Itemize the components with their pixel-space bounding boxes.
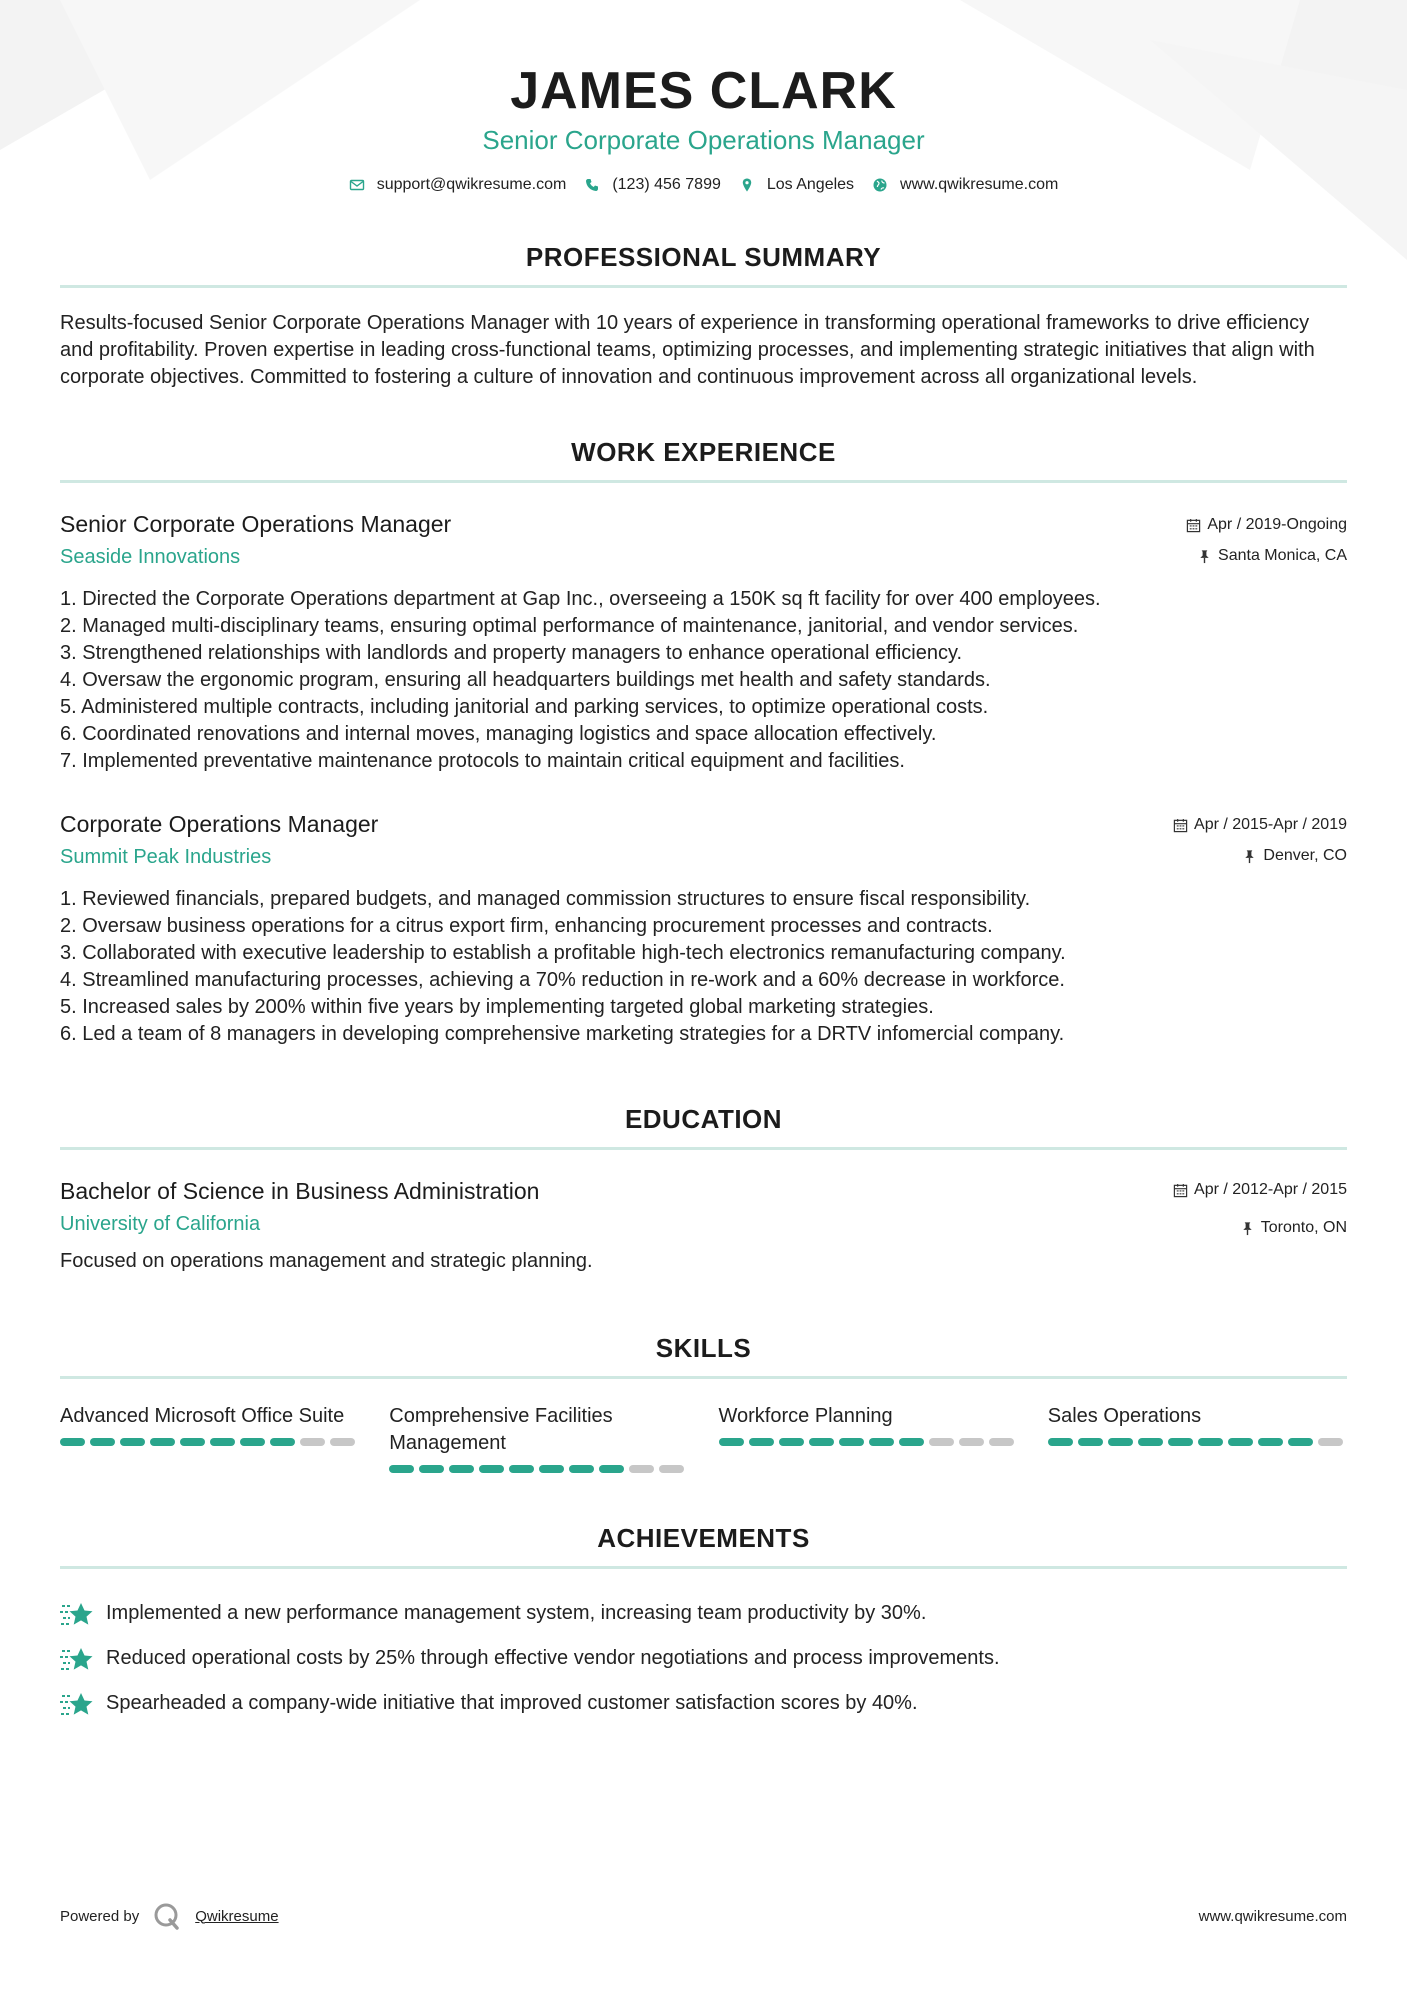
skill-name: Advanced Microsoft Office Suite (60, 1405, 345, 1427)
work-heading: WORK EXPERIENCE (571, 437, 836, 467)
skill-dot-empty (300, 1438, 325, 1446)
page-footer (60, 1900, 1347, 1932)
company-name: Summit Peak Industries (60, 846, 272, 868)
contact-website-text: www.qwikresume.com (900, 176, 1059, 193)
skill-dot-filled (509, 1465, 534, 1473)
education-heading: EDUCATION (624, 1104, 783, 1134)
phone-icon (584, 177, 600, 193)
list-item: 7. Implemented preventative maintenance protocols to maintain critical equipment and facilities. (60, 750, 905, 772)
contact-email-text: support@qwikresume.com (376, 176, 567, 193)
section-divider (60, 1376, 1347, 1379)
contact-bar (60, 176, 1347, 194)
skill-dot-filled (779, 1438, 804, 1446)
shooting-star-icon (60, 1645, 94, 1673)
envelope-icon (349, 177, 365, 193)
job-role: Senior Corporate Operations Manager (60, 511, 452, 537)
skill-dot-filled (1258, 1438, 1283, 1446)
summary-section (60, 242, 1347, 391)
skill-item (389, 1403, 688, 1473)
work-section (60, 437, 1347, 1048)
job-dates: Apr / 2019-Ongoing (1207, 516, 1347, 533)
skills-list (60, 1403, 1347, 1473)
education-section (60, 1104, 1347, 1275)
achievement-text: Reduced operational costs by 25% through effective vendor negotiations and process improvements. (106, 1647, 1000, 1669)
list-item: 3. Collaborated with executive leadership to establish a profitable high-tech electronics remanufacturing company. (60, 942, 1066, 964)
calendar-icon (1173, 1183, 1188, 1198)
education-description: Focused on operations management and strategic planning. (60, 1250, 593, 1272)
job-dates: Apr / 2015-Apr / 2019 (1194, 816, 1347, 833)
skill-rating (389, 1465, 688, 1473)
skill-dot-empty (989, 1438, 1014, 1446)
powered-by (60, 1900, 279, 1932)
skill-dot-filled (1228, 1438, 1253, 1446)
skill-dot-empty (929, 1438, 954, 1446)
section-divider (60, 1566, 1347, 1569)
list-item: 5. Administered multiple contracts, including janitorial and parking services, to optimize operational costs. (60, 696, 989, 718)
job-duties (60, 586, 1347, 775)
skill-dot-filled (90, 1438, 115, 1446)
list-item: 4. Oversaw the ergonomic program, ensuring all headquarters buildings met health and safety standards. (60, 669, 991, 691)
pushpin-icon (1197, 549, 1212, 564)
education-entry (60, 1176, 1347, 1275)
skill-dot-filled (210, 1438, 235, 1446)
shooting-star-icon (60, 1690, 94, 1718)
work-entry (60, 509, 1347, 775)
achievements-list (60, 1591, 1347, 1726)
job-duties (60, 886, 1347, 1048)
skill-dot-empty (1318, 1438, 1343, 1446)
work-entry (60, 809, 1347, 1048)
resume-header (60, 0, 1347, 194)
section-divider (60, 285, 1347, 288)
degree-name: Bachelor of Science in Business Administration (60, 1178, 540, 1204)
calendar-icon (1173, 818, 1188, 833)
skill-item (1048, 1403, 1347, 1473)
contact-phone-text: (123) 456 7899 (612, 176, 721, 193)
job-location: Santa Monica, CA (1218, 547, 1347, 564)
skill-dot-empty (959, 1438, 984, 1446)
list-item: 6. Coordinated renovations and internal moves, managing logistics and space allocation effectively. (60, 723, 937, 745)
summary-heading: PROFESSIONAL SUMMARY (525, 242, 882, 272)
job-role: Corporate Operations Manager (60, 811, 379, 837)
contact-email[interactable] (349, 176, 567, 194)
skill-dot-filled (869, 1438, 894, 1446)
list-item: 2. Oversaw business operations for a citrus export firm, enhancing procurement processes and contracts. (60, 915, 993, 937)
skill-dot-filled (1168, 1438, 1193, 1446)
skill-dot-filled (1198, 1438, 1223, 1446)
achievement-text: Implemented a new performance management system, increasing team productivity by 30%. (106, 1602, 927, 1624)
pushpin-icon (1242, 849, 1257, 864)
job-location: Denver, CO (1263, 847, 1347, 864)
skill-item (60, 1403, 359, 1473)
list-item: 2. Managed multi-disciplinary teams, ensuring optimal performance of maintenance, janitorial, and vendor services. (60, 615, 1079, 637)
contact-location-text: Los Angeles (766, 176, 855, 193)
achievements-section (60, 1523, 1347, 1726)
skill-dot-empty (629, 1465, 654, 1473)
skill-dot-filled (1048, 1438, 1073, 1446)
skill-rating (60, 1438, 359, 1446)
qwikresume-logo-icon (151, 1900, 183, 1932)
shooting-star-icon (60, 1600, 94, 1628)
skill-dot-filled (719, 1438, 744, 1446)
skill-dot-empty (659, 1465, 684, 1473)
brand-link[interactable]: Qwikresume (195, 1907, 279, 1925)
skill-dot-filled (1288, 1438, 1313, 1446)
skill-rating (719, 1438, 1018, 1446)
skill-name: Sales Operations (1047, 1405, 1202, 1427)
skill-dot-filled (449, 1465, 474, 1473)
skill-dot-filled (1108, 1438, 1133, 1446)
education-dates: Apr / 2012-Apr / 2015 (1194, 1181, 1347, 1198)
section-divider (60, 1147, 1347, 1150)
skills-heading: SKILLS (655, 1333, 752, 1363)
skill-dot-filled (120, 1438, 145, 1446)
map-pin-icon (739, 177, 755, 193)
skill-dot-filled (270, 1438, 295, 1446)
globe-icon (872, 177, 888, 193)
skill-dot-filled (60, 1438, 85, 1446)
skill-dot-filled (809, 1438, 834, 1446)
contact-location (739, 176, 854, 194)
contact-website[interactable] (872, 176, 1058, 194)
skill-dot-filled (569, 1465, 594, 1473)
skill-dot-filled (749, 1438, 774, 1446)
powered-by-label: Powered by (60, 1907, 140, 1925)
candidate-name: JAMES CLARK (510, 62, 897, 120)
skill-dot-filled (1078, 1438, 1103, 1446)
skill-dot-filled (839, 1438, 864, 1446)
list-item: 4. Streamlined manufacturing processes, achieving a 70% reduction in re-work and a 60% decrease in workforce. (60, 969, 1065, 991)
list-item: 1. Directed the Corporate Operations department at Gap Inc., overseeing a 150K sq ft facility for over 400 employees. (60, 588, 1101, 610)
list-item: 1. Reviewed financials, prepared budgets, and managed commission structures to ensure fiscal responsibility. (60, 888, 1031, 910)
skill-dot-filled (240, 1438, 265, 1446)
footer-website[interactable]: www.qwikresume.com (1198, 1907, 1347, 1925)
skill-dot-filled (150, 1438, 175, 1446)
achievement-text: Spearheaded a company-wide initiative that improved customer satisfaction scores by 40%. (106, 1692, 918, 1714)
skill-dot-filled (539, 1465, 564, 1473)
company-name: Seaside Innovations (60, 546, 241, 568)
skill-rating (1048, 1438, 1347, 1446)
education-location: Toronto, ON (1260, 1219, 1347, 1236)
skill-dot-filled (419, 1465, 444, 1473)
skills-section (60, 1333, 1347, 1473)
skill-dot-filled (1138, 1438, 1163, 1446)
achievement-item (60, 1591, 1347, 1636)
calendar-icon (1186, 518, 1201, 533)
skill-dot-filled (389, 1465, 414, 1473)
pushpin-icon (1240, 1221, 1255, 1236)
contact-phone[interactable] (584, 176, 721, 194)
section-divider (60, 480, 1347, 483)
list-item: 5. Increased sales by 200% within five years by implementing targeted global marketing strategies. (60, 996, 934, 1018)
school-name: University of California (60, 1213, 261, 1235)
skill-item (719, 1403, 1018, 1473)
skill-dot-empty (330, 1438, 355, 1446)
skill-dot-filled (599, 1465, 624, 1473)
list-item: 6. Led a team of 8 managers in developing comprehensive marketing strategies for a DRTV infomercial company. (60, 1023, 1065, 1045)
skill-name: Workforce Planning (718, 1405, 893, 1427)
summary-text: Results-focused Senior Corporate Operations Manager with 10 years of experience in transforming operational frameworks to drive efficiency and profitability. Proven expertise in leading cross-functional teams, optimizing processes, and implementing strategic initiatives that align with corporate objectives. Committed to fostering a culture of innovation and continuous improvement across all organizational levels. (60, 312, 1315, 388)
skill-dot-filled (479, 1465, 504, 1473)
achievements-heading: ACHIEVEMENTS (597, 1523, 810, 1553)
candidate-title: Senior Corporate Operations Manager (482, 125, 925, 155)
skill-dot-filled (899, 1438, 924, 1446)
skill-dot-filled (180, 1438, 205, 1446)
skill-name: Comprehensive Facilities Management (389, 1405, 613, 1454)
achievement-item (60, 1681, 1347, 1726)
achievement-item (60, 1636, 1347, 1681)
list-item: 3. Strengthened relationships with landlords and property managers to enhance operational efficiency. (60, 642, 963, 664)
